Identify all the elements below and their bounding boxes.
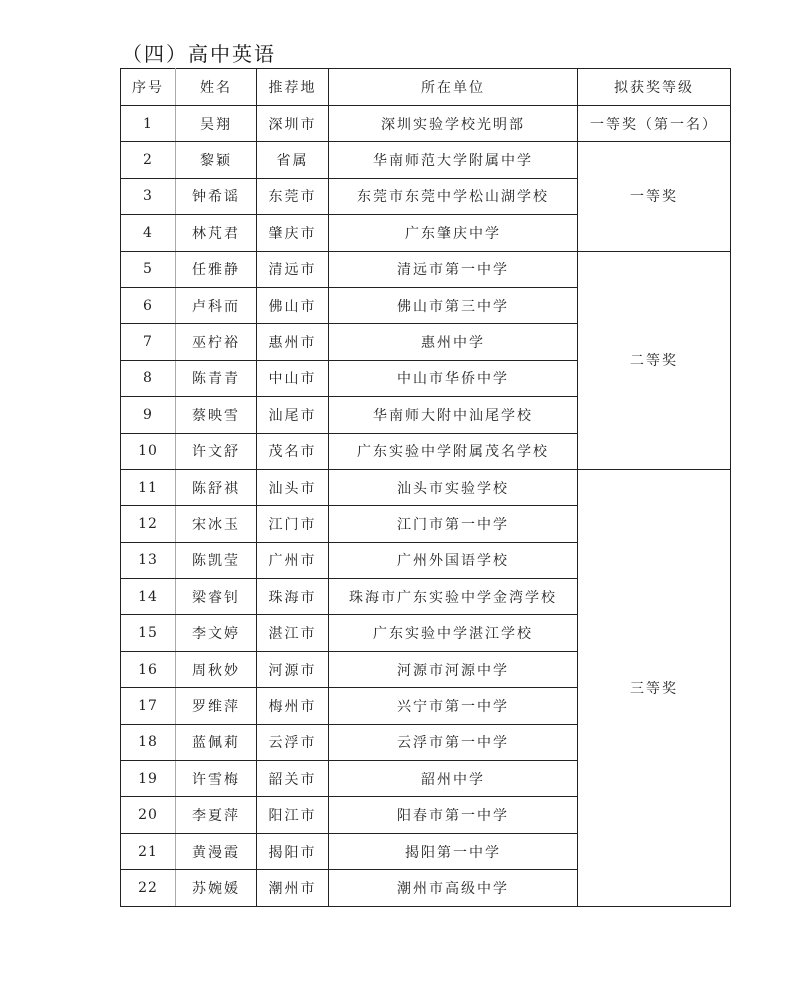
cell-unit: 华南师范大学附属中学 [329,142,578,178]
cell-region: 汕头市 [257,469,329,505]
cell-name: 任雅静 [176,251,257,287]
cell-region: 茂名市 [257,433,329,469]
header-award: 拟获奖等级 [578,69,731,106]
cell-name: 林芃君 [176,215,257,251]
cell-unit: 汕头市实验学校 [329,469,578,505]
cell-name: 周秋妙 [176,651,257,687]
cell-name: 钟希谣 [176,178,257,214]
cell-region: 广州市 [257,542,329,578]
cell-region: 江门市 [257,506,329,542]
cell-region: 河源市 [257,651,329,687]
cell-no: 10 [121,433,176,469]
table-header-row [121,69,731,106]
cell-unit: 华南师大附中汕尾学校 [329,397,578,433]
cell-name: 吴翔 [176,106,257,142]
cell-name: 黄漫霞 [176,833,257,869]
cell-unit: 江门市第一中学 [329,506,578,542]
cell-no: 16 [121,651,176,687]
cell-no: 17 [121,688,176,724]
cell-unit: 广东肇庆中学 [329,215,578,251]
cell-no: 9 [121,397,176,433]
cell-unit: 佛山市第三中学 [329,287,578,323]
cell-unit: 云浮市第一中学 [329,724,578,760]
cell-no: 14 [121,579,176,615]
cell-unit: 珠海市广东实验中学金湾学校 [329,579,578,615]
cell-unit: 阳春市第一中学 [329,797,578,833]
cell-unit: 广州外国语学校 [329,542,578,578]
cell-no: 3 [121,178,176,214]
cell-award-first-prize: 一等奖 [578,142,731,251]
cell-region: 云浮市 [257,724,329,760]
header-region: 推荐地 [257,69,329,106]
table-row [121,251,731,287]
cell-region: 清远市 [257,251,329,287]
cell-region: 湛江市 [257,615,329,651]
table-row [121,469,731,505]
cell-name: 蔡映雪 [176,397,257,433]
cell-unit: 兴宁市第一中学 [329,688,578,724]
cell-region: 佛山市 [257,287,329,323]
cell-region: 梅州市 [257,688,329,724]
cell-name: 陈舒祺 [176,469,257,505]
cell-region: 深圳市 [257,106,329,142]
table-row [121,106,731,142]
header-no: 序号 [121,69,176,106]
cell-name: 罗维萍 [176,688,257,724]
cell-unit: 揭阳第一中学 [329,833,578,869]
cell-name: 宋冰玉 [176,506,257,542]
cell-name: 许文舒 [176,433,257,469]
cell-no: 1 [121,106,176,142]
cell-award-first-place: 一等奖（第一名） [578,106,731,142]
cell-region: 珠海市 [257,579,329,615]
cell-unit: 潮州市高级中学 [329,870,578,906]
cell-unit: 广东实验中学湛江学校 [329,615,578,651]
cell-no: 22 [121,870,176,906]
cell-region: 揭阳市 [257,833,329,869]
cell-no: 19 [121,761,176,797]
cell-region: 韶关市 [257,761,329,797]
cell-award-third-prize: 三等奖 [578,469,731,906]
table-row [121,142,731,178]
cell-name: 黎颖 [176,142,257,178]
cell-no: 13 [121,542,176,578]
cell-name: 卢科而 [176,287,257,323]
cell-region: 潮州市 [257,870,329,906]
cell-no: 4 [121,215,176,251]
cell-name: 梁睿钊 [176,579,257,615]
cell-unit: 清远市第一中学 [329,251,578,287]
cell-no: 20 [121,797,176,833]
cell-award-second-prize: 二等奖 [578,251,731,469]
cell-region: 阳江市 [257,797,329,833]
cell-no: 6 [121,287,176,323]
cell-no: 5 [121,251,176,287]
cell-no: 15 [121,615,176,651]
cell-name: 苏婉媛 [176,870,257,906]
cell-unit: 中山市华侨中学 [329,360,578,396]
header-name: 姓名 [176,69,257,106]
cell-name: 陈青青 [176,360,257,396]
cell-no: 21 [121,833,176,869]
cell-name: 李夏萍 [176,797,257,833]
cell-unit: 惠州中学 [329,324,578,360]
cell-region: 省属 [257,142,329,178]
award-table [120,68,731,907]
cell-no: 18 [121,724,176,760]
cell-no: 7 [121,324,176,360]
section-title: （四）高中英语 [122,42,276,66]
cell-unit: 韶州中学 [329,761,578,797]
cell-no: 11 [121,469,176,505]
cell-unit: 广东实验中学附属茂名学校 [329,433,578,469]
cell-name: 许雪梅 [176,761,257,797]
cell-no: 12 [121,506,176,542]
cell-region: 东莞市 [257,178,329,214]
cell-name: 蓝佩莉 [176,724,257,760]
cell-name: 李文婷 [176,615,257,651]
cell-region: 肇庆市 [257,215,329,251]
cell-region: 中山市 [257,360,329,396]
cell-name: 巫柠裕 [176,324,257,360]
cell-unit: 东莞市东莞中学松山湖学校 [329,178,578,214]
cell-region: 惠州市 [257,324,329,360]
cell-no: 8 [121,360,176,396]
cell-no: 2 [121,142,176,178]
cell-region: 汕尾市 [257,397,329,433]
cell-name: 陈凯莹 [176,542,257,578]
header-unit: 所在单位 [329,69,578,106]
cell-unit: 河源市河源中学 [329,651,578,687]
cell-unit: 深圳实验学校光明部 [329,106,578,142]
